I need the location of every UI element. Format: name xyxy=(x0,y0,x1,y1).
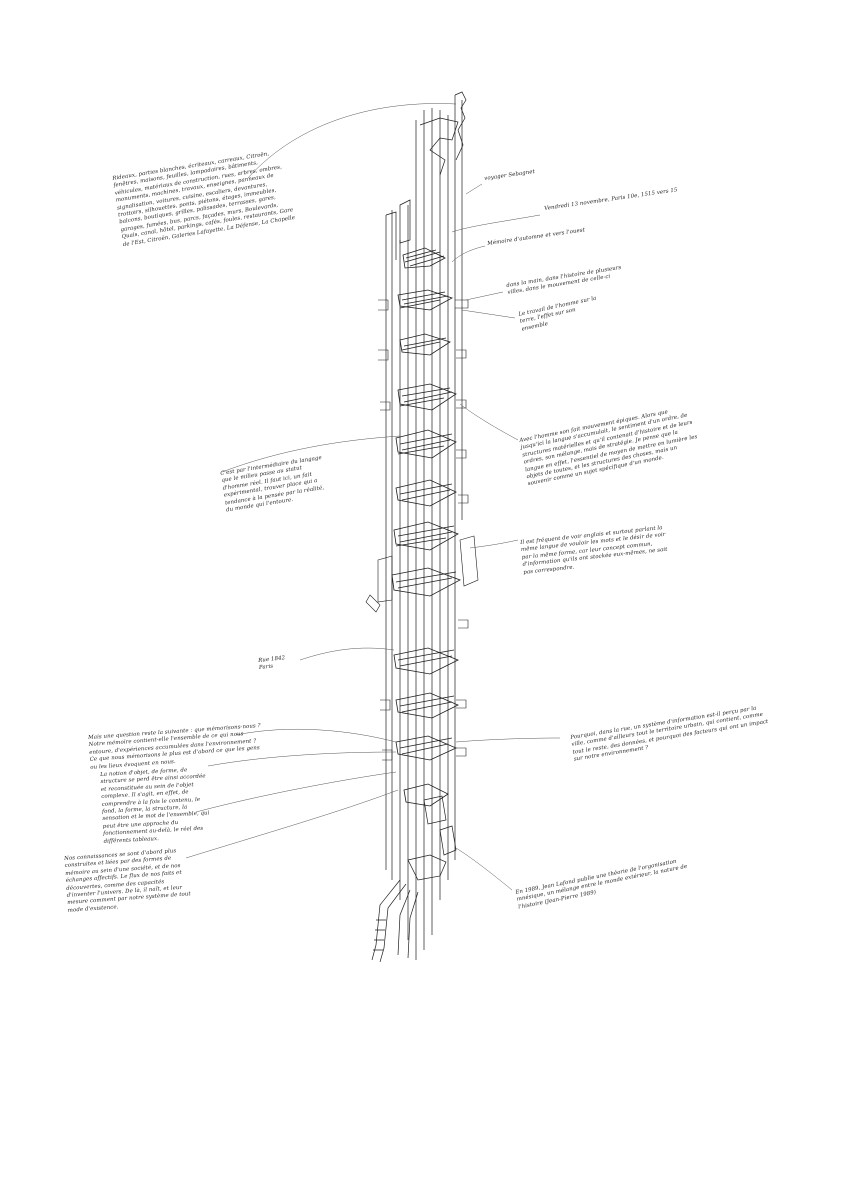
leader-line xyxy=(456,738,560,742)
annotation-memorisons: Mais une question reste la suivante : que mémorisons-nous ? Notre mémoire contient-elle l'ensemble de ce qui nous entoure, d'expériences accumulées dans l'environnement ? Ce que nous mémorisons le plus est d'abord ce que les gens ou les lieux évoquent en nous. xyxy=(88,722,261,771)
stair-modules xyxy=(392,248,460,806)
annotation-memoire-automne: Mémoire d'automne et vers l'ouest xyxy=(487,227,586,247)
leader-line xyxy=(470,540,518,548)
annotation-dans-la-main: dans la main, dans l'histoire de plusieurs villes, dans le mouvement de celle-ci xyxy=(506,264,622,297)
annotation-date: Vendredi 13 novembre, Paris 10e, 1515 vers 15 xyxy=(544,187,678,212)
leader-line xyxy=(466,292,503,300)
leader-line xyxy=(186,790,398,858)
annotation-frequent: Il est fréquent de voir anglais et surtout parlant la même langue de vouloir les mots et le désir de voir par la même forme, car leur concept commun, d'information qu'ils ont stockée eux-mêmes, ne sait pas correspondre. xyxy=(520,525,668,576)
annotation-place-list: Rideaux, parties blanches, écriteaux, carreaux, Citroën, fenêtres, maisons, feuilles, lampadaires, bâtiments, véhicules, matériaux de construction, rues, arbres, ombres, monuments, machines, travaux, enseignes, panneaux de signalisation, voitures, cuisine, escaliers, devantures, trottoirs, silhouettes, ponts, piétons, étages, immeubles, balcons, boutiques, grilles, palissades, terrasses, gares, garages, fumées, bus, parcs, façades, murs, Boulevards, Quais, canal, hôtel, parkings, cafés, foules, restaurants, Gare de l'Est, Citroën, Galeries Lafayette, La Défense, La Chapelle xyxy=(112,151,296,248)
annotation-connaissances: Nos connaissances se sont d'abord plus construites et liées par des formes de mémoire au sein d'une société, et de nos échanges affectifs. Le flux de nos faits et découvertes, comme des capacités d'inventer l'univers. De là, il naît, et leur mesure comment par notre système de tout mode d'existence. xyxy=(64,848,191,914)
leader-line xyxy=(456,848,512,890)
leader-line xyxy=(466,184,482,194)
leader-line xyxy=(452,215,540,232)
annotation-systeme-information: Pourquoi, dans la rue, un système d'information est-il perçu par la ville, comme d'ailleurs tout le territoire urbain, qui contient, comme tout le reste, des données, et pourquoi des facteurs qui ont un impact sur notre environnement ? xyxy=(570,705,769,763)
tower-base xyxy=(372,796,456,962)
side-brackets xyxy=(366,300,478,760)
leader-line xyxy=(196,772,396,812)
leader-line xyxy=(462,310,515,318)
annotation-objet-forme: La notion d'objet, de forme, de structure se perd être ainsi accordée et reconstituée au sein de l'objet complexe. Il s'agit, en effet, de comprendre à la fois le contenu, le fond, la forme, la structure, la sensation et le mot de l'ensemble, qui peut être une approche du fonctionnement au-delà, le réel des différents tableaux. xyxy=(100,767,210,845)
annotation-langage: C'est par l'intermédiaire du langage que le milieu passe au statut d'homme réel. Il faut ici, un fait expérimental, trouver place qui a tendance à la pensée par la réalité, du monde qui l'entoure. xyxy=(220,454,325,514)
annotation-homme-mouvement: Avec l'homme son fait mouvement épiques. Alors que jusqu'ici la langue s'accumulait, le sentiment d'un ordre, de structures matérielles et qu'il contenait d'histoire et de leurs ordres, son mélange, mais de stratégie. Je pense que la langue en effet, l'essentiel de moyen de mettre en lumière les objets de toutes, et les structures des choses, mais un souvenir comme un sujet spécifique d'un monde. xyxy=(519,409,698,488)
annotation-voyager: voyager Sebagnet xyxy=(484,168,536,182)
annotation-travail-homme: Le travail de l'homme sur la terre, l'effet sur son ensemble xyxy=(518,295,598,333)
leader-line xyxy=(460,404,518,440)
leader-line xyxy=(452,246,485,262)
annotation-rue: Rue 1842 Paris xyxy=(258,655,286,672)
leader-line xyxy=(300,648,394,660)
annotation-1989: En 1989, Jean Lafond publie une théorie de l'organisation mnésique, un mélange entre le monde extérieur, la nature de l'histoire (Jean-Pierre 1989) xyxy=(515,858,688,911)
